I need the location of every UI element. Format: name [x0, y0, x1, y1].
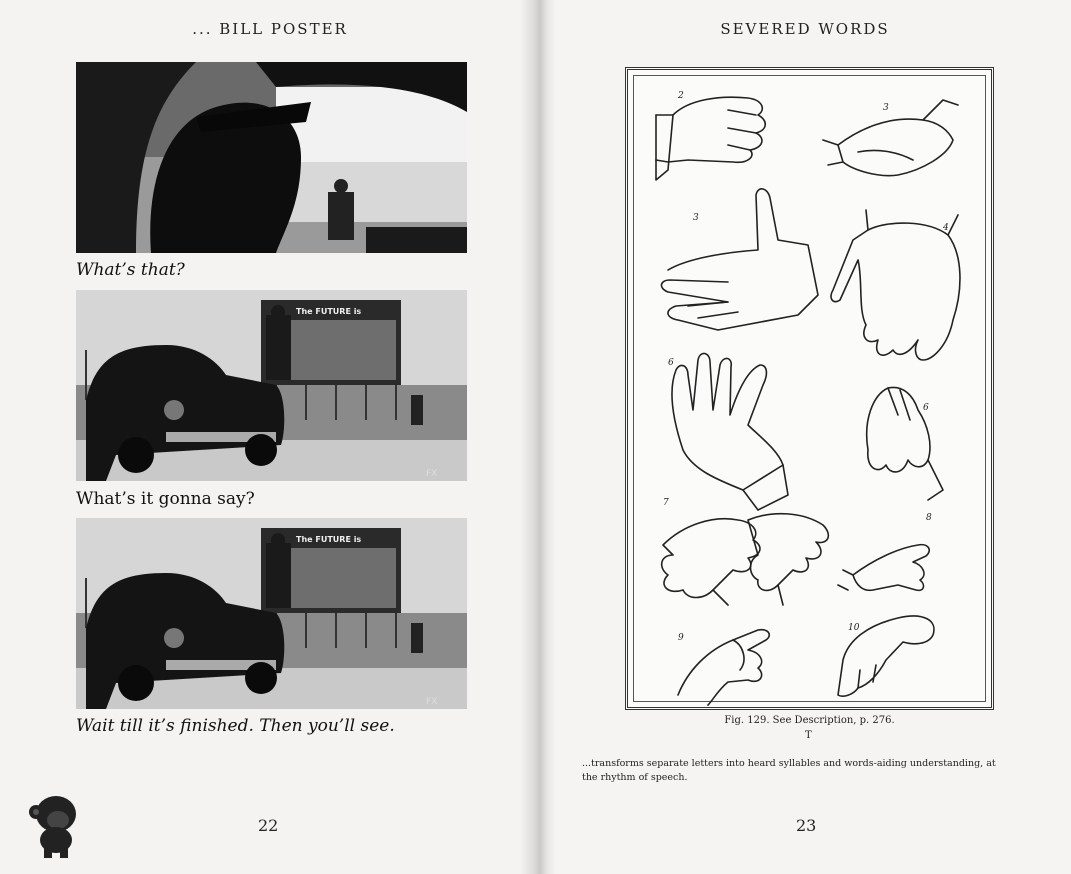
fig-num-6b: 6 — [923, 403, 929, 413]
caption-3: Wait till it’s finished. Then you’ll see. — [76, 716, 395, 736]
fig-num-7: 7 — [663, 498, 669, 508]
film-still-3 — [76, 518, 467, 709]
watermark-fx: FX — [426, 469, 438, 479]
fig-num-9: 9 — [678, 633, 684, 643]
left-running-head: ... BILL POSTER — [192, 20, 348, 38]
fig-num-6a: 6 — [668, 358, 674, 368]
hand-figure-plate — [625, 67, 994, 710]
figure-mark: T — [805, 730, 812, 741]
fig-num-8: 8 — [926, 513, 932, 523]
monkey-stamp-icon — [24, 790, 84, 860]
film-still-1 — [76, 62, 467, 253]
fig-num-3a: 3 — [883, 103, 889, 113]
caption-1: What’s that? — [76, 260, 185, 280]
fig-num-2: 2 — [678, 91, 684, 101]
body-note: ...transforms separate letters into heard syllables and words-aiding understanding, at the rhythm of speech. — [582, 758, 996, 783]
billboard-text: The FUTURE is — [296, 307, 362, 316]
billboard-text: The FUTURE is — [296, 535, 362, 544]
left-folio: 22 — [258, 816, 279, 835]
right-running-head: SEVERED WORDS — [720, 20, 890, 38]
caption-2: What’s it gonna say? — [76, 489, 255, 509]
fig-num-3b: 3 — [693, 213, 699, 223]
figure-caption: Fig. 129. See Description, p. 276. — [724, 715, 895, 726]
watermark-fx: FX — [426, 697, 438, 707]
film-still-2 — [76, 290, 467, 481]
book-gutter — [520, 0, 556, 874]
right-folio: 23 — [796, 816, 817, 835]
fig-num-4: 4 — [943, 223, 949, 233]
fig-num-10: 10 — [848, 623, 860, 633]
